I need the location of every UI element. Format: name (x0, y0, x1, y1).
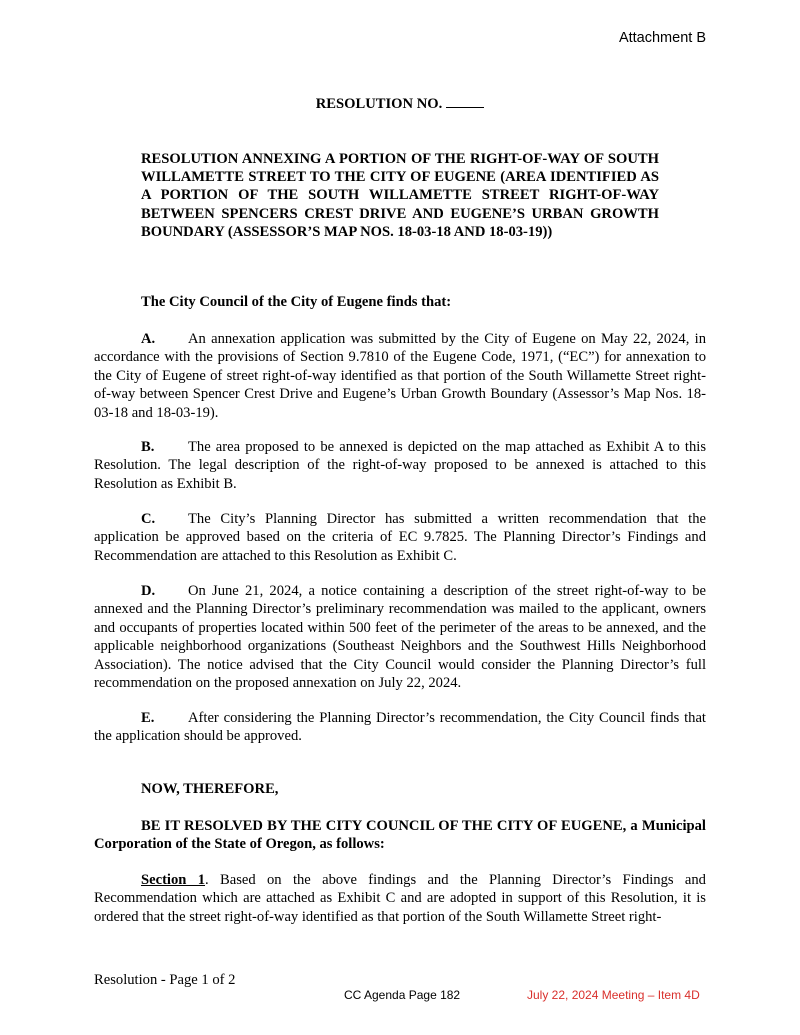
finding-text: On June 21, 2024, a notice containing a description of the street right-of-way to be annexed and the Planning Director’s preliminary recommendation was mailed to the applicant, owners and occupants of properties located within 500 feet of the perimeter of the areas to be annexed, and the applicable neighborhood organizations (Southeast Neighbors and the Southwest Hills Neighborhood Association). The notice advised that the City Council would consider the Planning Director’s full recommendation on the proposed annexation on July 22, 2024. (94, 583, 706, 692)
finding-text: After considering the Planning Director’s recommendation, the City Council finds that the application should be approved. (94, 710, 706, 745)
resolution-number-label: RESOLUTION NO. (315, 96, 443, 112)
footer-page-number: Resolution - Page 1 of 2 (94, 972, 236, 988)
resolution-number (0, 95, 800, 113)
therefore-heading: NOW, THEREFORE, (141, 781, 279, 797)
finding-letter: A. (141, 331, 156, 347)
finding-b (94, 438, 706, 493)
finding-e (94, 709, 706, 746)
finding-text: An annexation application was submitted by the City of Eugene on May 22, 2024, in accordance with the provisions of Section 9.7810 of the Eugene Code, 1971, (“EC”) for annexation to the City of Eugene of street right-of-way identified as that portion of the South Willamette Street right-of-way between Spencer Crest Drive and Eugene’s Urban Growth Boundary (Assessor’s Map Nos. 18-03-18 and 18-03-19). (94, 331, 706, 421)
finding-d (94, 582, 706, 692)
finding-letter: B. (141, 439, 155, 455)
finding-letter: D. (141, 583, 156, 599)
finding-letter: C. (141, 511, 156, 527)
attachment-label: Attachment B (618, 30, 706, 46)
resolved-clause: BE IT RESOLVED BY THE CITY COUNCIL OF THE CITY OF EUGENE, a Municipal Corporation of the State of Oregon, as follows: (94, 818, 706, 853)
resolution-title: RESOLUTION ANNEXING A PORTION OF THE RIGHT-OF-WAY OF SOUTH WILLAMETTE STREET TO THE CITY OF EUGENE (AREA IDENTIFIED AS A PORTION OF THE SOUTH WILLAMETTE STREET RIGHT-OF-WAY BETWEEN SPENCERS CREST DRIVE AND EUGENE’S URBAN GROWTH BOUNDARY (ASSESSOR’S MAP NOS. 18-03-18 AND 18-03-19)) (141, 151, 659, 240)
section-1-label: Section 1 (141, 872, 206, 888)
section-1-text: . Based on the above findings and the Planning Director’s Findings and Recommendation which are attached as Exhibit C and are adopted in support of this Resolution, it is ordered that the street right-of-way identified as that portion of the South Willamette Street right- (94, 872, 706, 925)
finding-text: The area proposed to be annexed is depicted on the map attached as Exhibit A to this Resolution. The legal description of the right-of-way proposed to be annexed is attached to this Resolution as Exhibit B. (94, 439, 706, 492)
finding-c (94, 510, 706, 565)
finding-a (94, 330, 706, 422)
resolution-number-blank (446, 95, 484, 108)
footer-meeting-item: July 22, 2024 Meeting – Item 4D (527, 988, 700, 1002)
finding-text: The City’s Planning Director has submitted a written recommendation that the application be approved based on the criteria of EC 9.7825. The Planning Director’s Findings and Recommendation are attached to this Resolution as Exhibit C. (94, 511, 706, 564)
finding-letter: E. (141, 710, 155, 726)
findings-heading: The City Council of the City of Eugene finds that: (141, 294, 452, 310)
section-1 (94, 871, 706, 926)
footer-agenda-page: CC Agenda Page 182 (344, 988, 461, 1002)
